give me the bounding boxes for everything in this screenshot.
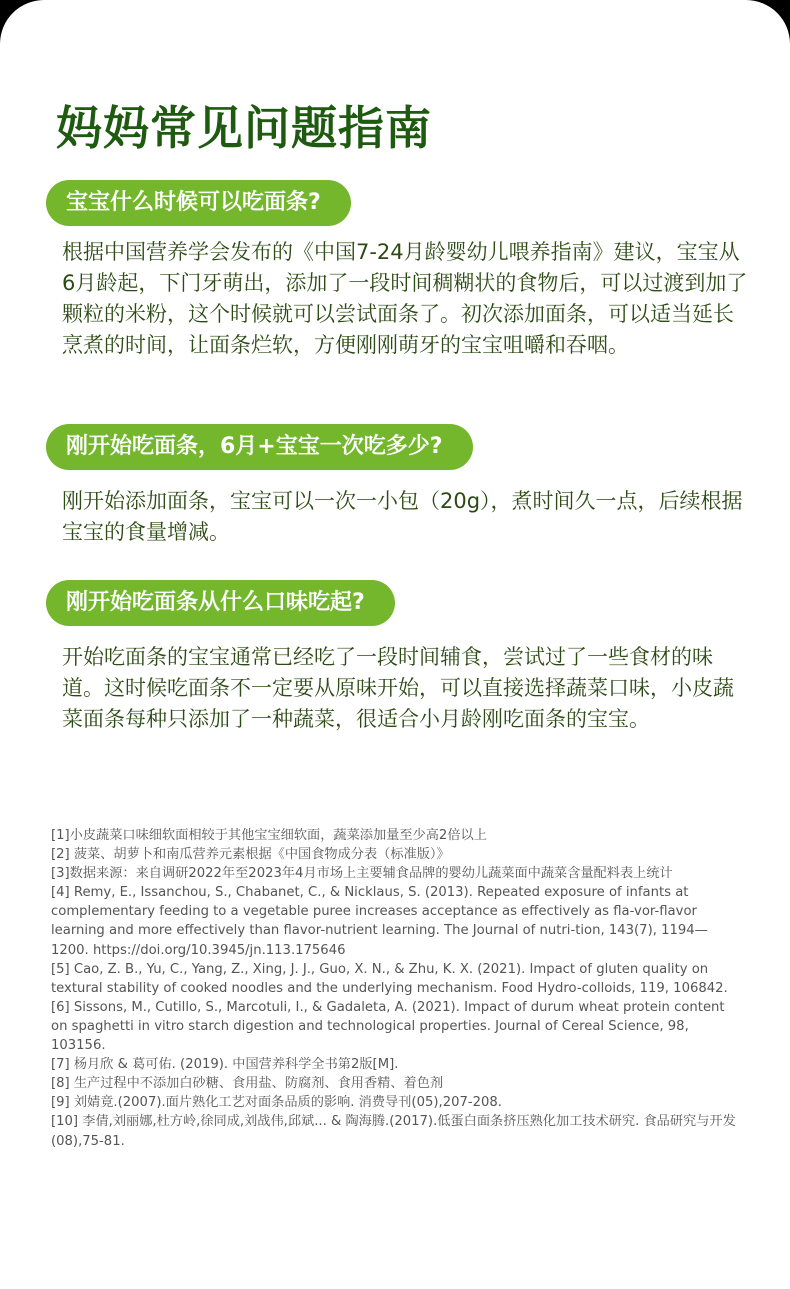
reference-item: [6] Sissons, M., Cutillo, S., Marcotuli, I., & Gadaleta, A. (2021). Impact of durum wheat protein content on spaghetti in vitro starch digestion and technological properties. Journal of Cereal Science, 98, 103156. [51, 999, 725, 1054]
reference-item: [9] 刘婧竟.(2007).面片熟化工艺对面条品质的影响. 消费导刊(05),207-208. [51, 1095, 502, 1111]
reference-item: [7] 杨月欣 & 葛可佑. (2019). 中国营养科学全书第2版[M]. [51, 1057, 399, 1073]
page-title: 妈妈常见问题指南 [56, 101, 432, 155]
reference-item: [1]小皮蔬菜口味细软面相较于其他宝宝细软面，蔬菜添加量至少高2倍以上 [51, 828, 487, 843]
reference-item: [8] 生产过程中不添加白砂糖、食用盐、防腐剂、食用香精、着色剂 [51, 1076, 444, 1092]
answer-text-3: 开始吃面条的宝宝通常已经吃了一段时间辅食，尝试过了一些食材的味道。这时候吃面条不一定要从原味开始，可以直接选择蔬菜口味，小皮蔬菜面条每种只添加了一种蔬菜，很适合小月龄刚吃面条的宝宝。 [62, 645, 734, 731]
reference-item: [3]数据来源：来自调研2022年至2023年4月市场上主要辅食品牌的婴幼儿蔬菜面中蔬菜含量配料表上统计 [51, 866, 673, 882]
reference-item: [5] Cao, Z. B., Yu, C., Yang, Z., Xing, J. J., Guo, X. N., & Zhu, K. X. (2021). Impact of gluten quality on textural stability of cooked noodles and the underlying mechanism. Food Hydro-colloids, 119, 106842. [51, 961, 728, 996]
question-heading-1: 宝宝什么时候可以吃面条? [46, 180, 351, 226]
references-list [51, 826, 743, 1151]
reference-item: [4] Remy, E., Issanchou, S., Chabanet, C., & Nicklaus, S. (2013). Repeated exposure of infants at complementary feeding to a vegetable puree increases acceptance as effectively as fla-vor-flavor learning and more effectively than flavor-nutrient learning. The Journal of nutri-tion, 143(7), 1194—1200. https://doi.org/10.3945/jn.113.175646 [51, 885, 708, 958]
question-heading-3: 刚开始吃面条从什么口味吃起? [46, 580, 395, 626]
question-heading-2: 刚开始吃面条，6月+宝宝一次吃多少? [46, 424, 473, 470]
reference-item: [2] 菠菜、胡萝卜和南瓜营养元素根据《中国食物成分表（标准版）》 [51, 847, 450, 863]
reference-item: [10] 李倩,刘丽娜,杜方岭,徐同成,刘战伟,邱斌... & 陶海腾.(2017).低蛋白面条挤压熟化加工技术研究. 食品研究与开发(08),75-81. [51, 1114, 736, 1149]
answer-text-1: 根据中国营养学会发布的《中国7-24月龄婴幼儿喂养指南》建议，宝宝从6月龄起，下门牙萌出，添加了一段时间稠糊状的食物后，可以过渡到加了颗粒的米粉，这个时候就可以尝试面条了。初次添加面条，可以适当延长烹煮的时间，让面条烂软，方便刚刚萌牙的宝宝咀嚼和吞咽。 [62, 240, 748, 357]
answer-text-2: 刚开始添加面条，宝宝可以一次一小包（20g），煮时间久一点，后续根据宝宝的食量增减。 [62, 489, 743, 544]
